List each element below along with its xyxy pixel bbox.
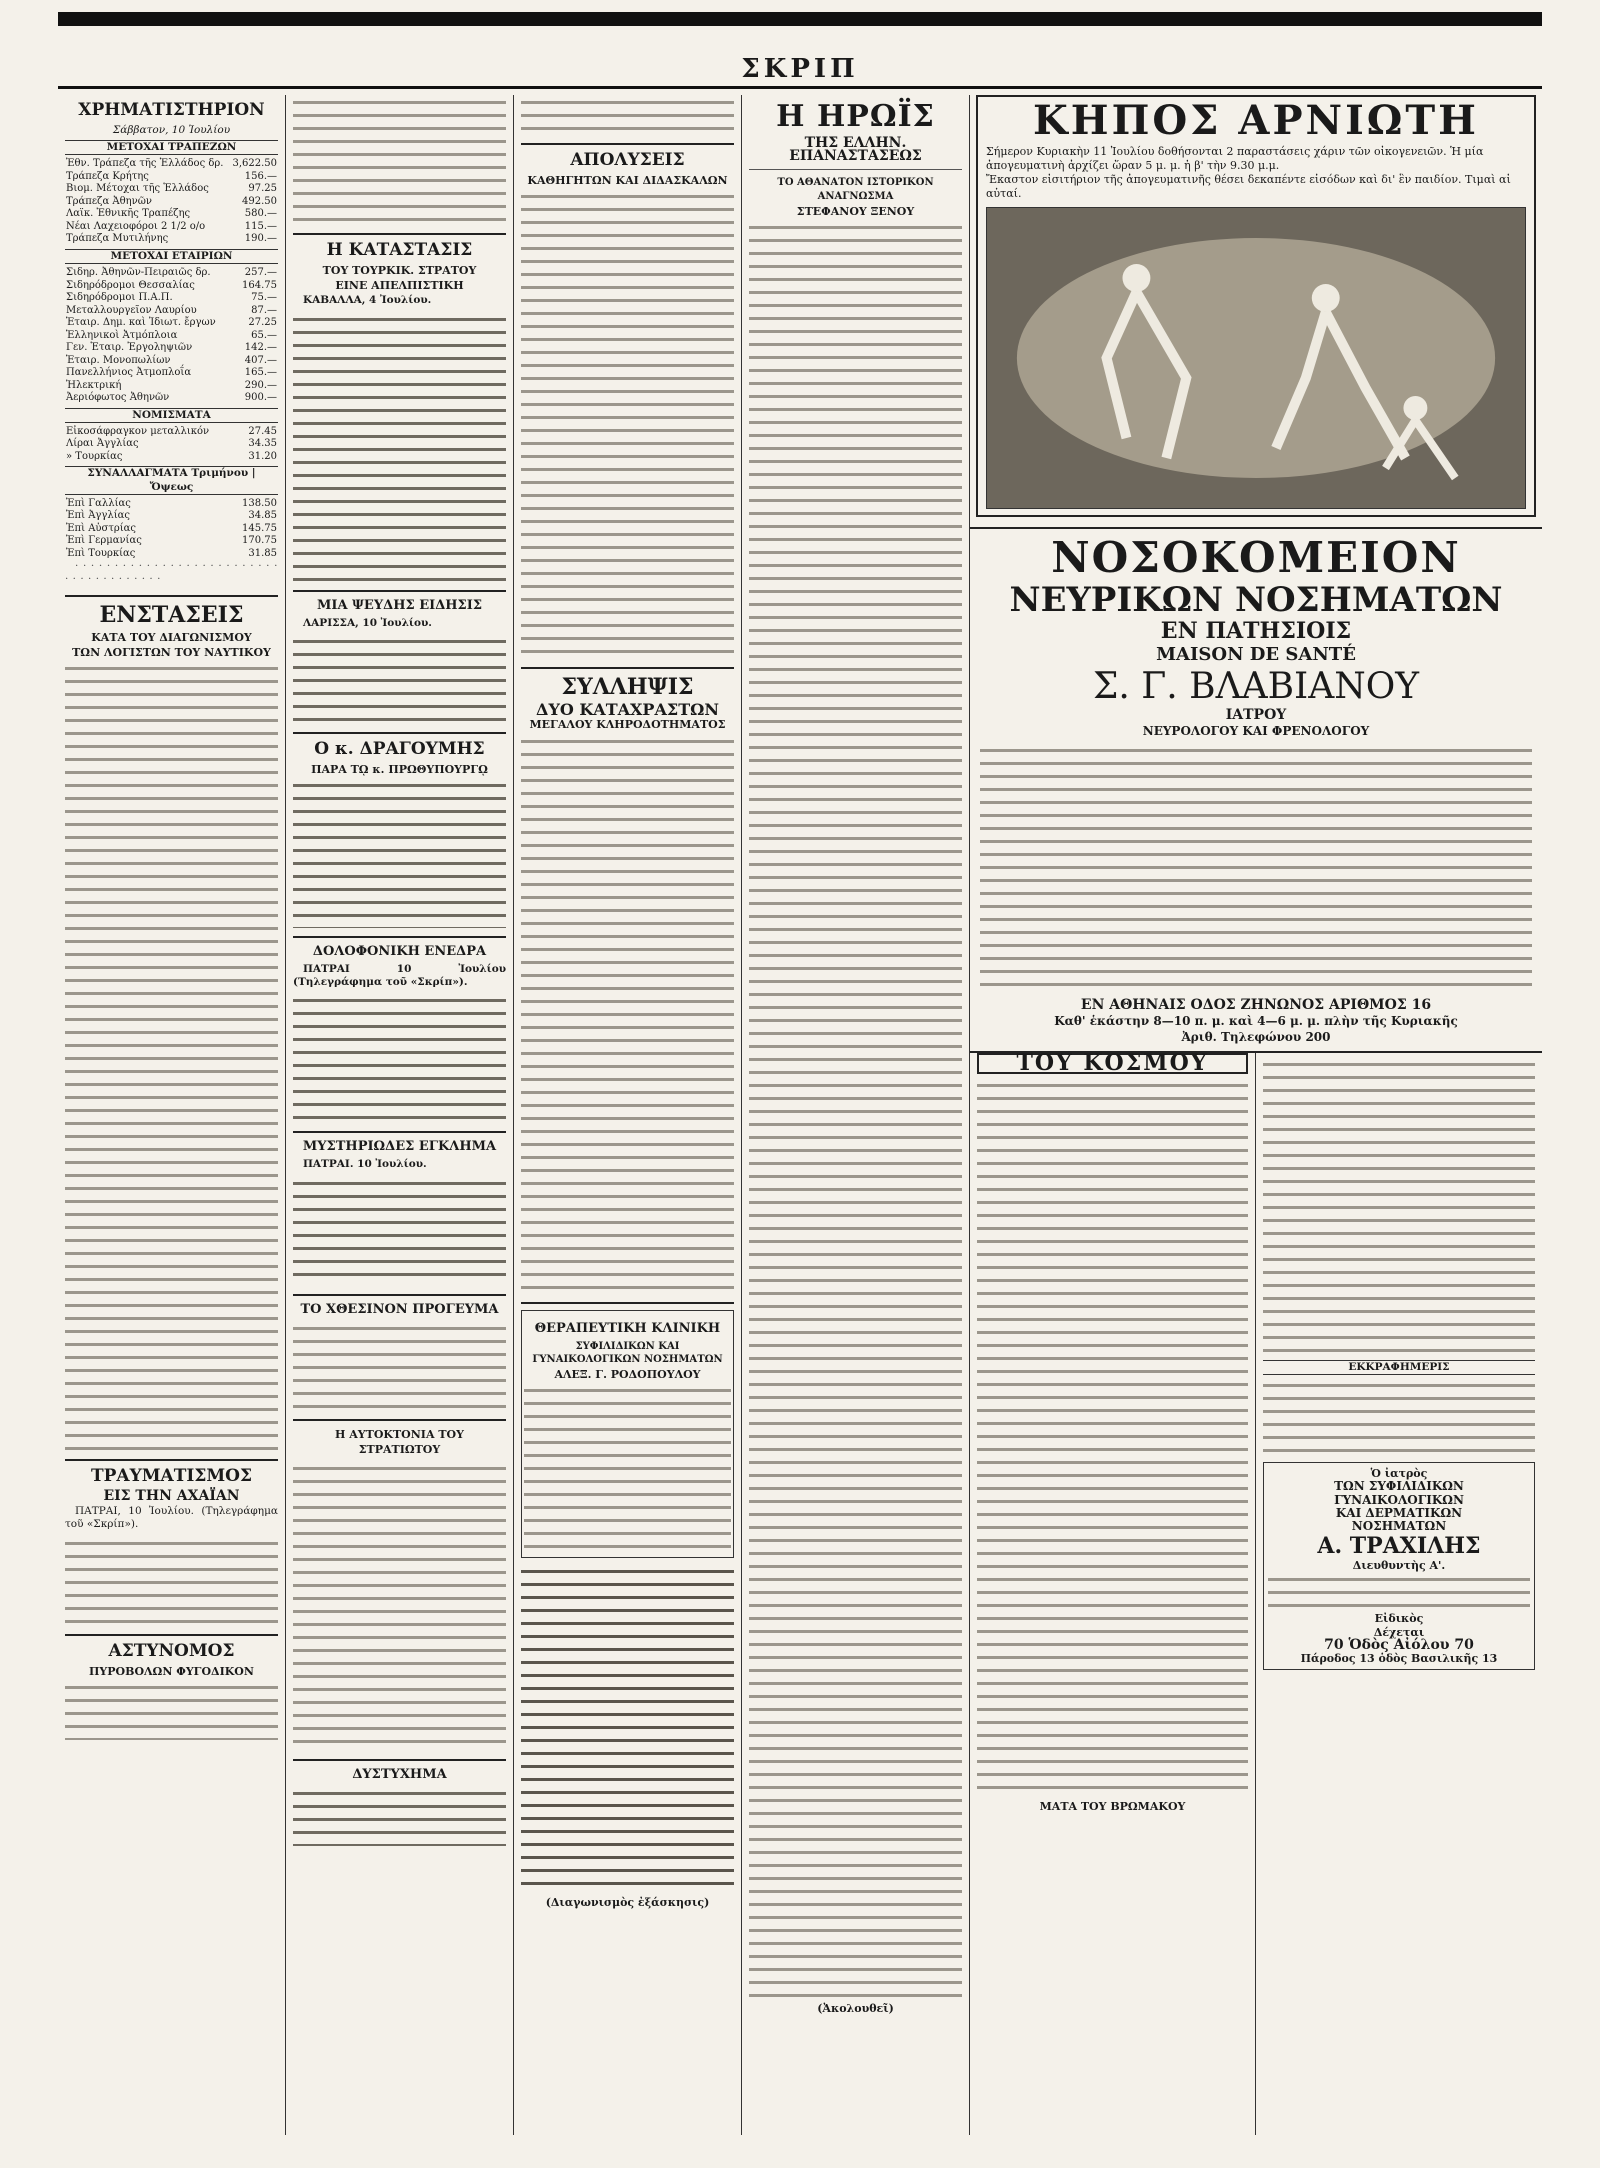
ad-body [524,1383,731,1553]
quote-value: 75.— [251,292,277,304]
quote-row [65,498,278,511]
quote-name: Ἐπὶ Γερμανίας [66,535,142,547]
quote-value: 170.75 [242,535,277,547]
article-body [293,95,506,225]
quote-row [65,535,278,548]
article-body [1263,1378,1535,1458]
fx-head: ΣΥΝΑΛΛΑΓΜΑΤΑ Τριμήνου | Ὄψεως [65,466,278,494]
doc-name: Α. ΤΡΑΧΙΛΗΣ [1317,1533,1481,1560]
quote-value: 145.75 [242,522,277,534]
nosokomeion-ad [970,527,1542,1045]
nos-body [980,743,1532,993]
fx-table [65,498,278,561]
dolofoniki-lead: ΠΑΤΡΑΙ 10 Ἰουλίου (Τηλεγράφημα τοῦ «Σκρίπ»). [293,963,506,989]
top-rule [58,12,1542,26]
banks-table [65,158,278,246]
article-body [293,993,506,1123]
doc-receives: Δέχεται [1373,1625,1425,1639]
nos-title: ΝΟΣΟΚΟΜΕΙΟΝ [1051,533,1461,582]
doc-address-2: Πάροδος 13 ὁδὸς Βασιλικῆς 13 [1300,1652,1498,1666]
quote-value: 900.— [244,392,277,404]
divider [293,1759,506,1761]
stock-exchange-title: ΧΡΗΜΑΤΙΣΤΗΡΙΟΝ [78,100,265,120]
doc-role: Διευθυντὴς Α'. [1352,1559,1446,1573]
quote-value: 138.50 [242,497,277,509]
quote-row [65,355,278,368]
quote-row [65,380,278,393]
quote-value: 27.45 [248,425,277,437]
doc-head-2: ΓΥΝΑΙΚΟΛΟΓΙΚΩΝ [1334,1492,1464,1507]
article-body [293,1321,506,1411]
article-body [521,95,734,135]
psevdis-lead: ΛΑΡΙΣΣΑ, 10 Ἰουλίου. [303,616,432,629]
aytoktonia-headline: Η ΑΥΤΟΚΤΟΝΙΑ ΤΟΥ ΣΤΡΑΤΙΩΤΟΥ [335,1427,464,1456]
doc-pre: Ὁ ἰατρὸς [1370,1467,1428,1481]
quote-row [65,330,278,343]
banks-head: ΜΕΤΟΧΑΙ ΤΡΑΠΕΖΩΝ [65,140,278,155]
katastasis-subhead-2: ΕΙΝΕ ΑΠΕΛΠΙΣΤΙΚΗ [335,279,464,293]
nos-role-2: ΝΕΥΡΟΛΟΓΟΥ ΚΑΙ ΦΡΕΝΟΛΟΓΟΥ [1142,724,1370,738]
mystiriodes-lead: ΠΑΤΡΑΙ. 10 Ἰουλίου. [303,1158,427,1171]
quote-name: Βιομ. Μέτοχαι τῆς Ἑλλάδος [66,183,209,195]
doc-head-3: ΚΑΙ ΔΕΡΜΑΤΙΚΩΝ [1335,1505,1463,1520]
dragoumis-subhead: ΠΑΡΑ Τῼ κ. ΠΡΩΘΥΠΟΥΡΓῼ [311,762,488,776]
right-area [970,95,1542,2135]
quote-value: 34.35 [248,438,277,450]
syllipsis-headline: ΣΥΛΛΗΨΙΣ [561,674,694,701]
xthesinon-headline: ΤΟ ΧΘΕΣΙΝΟΝ ΠΡΟΓΕΥΜΑ [300,1301,499,1317]
kipos-text: Σήμερον Κυριακὴν 11 Ἰουλίου δοθήσονται 2 παραστάσεις χάριν τῶν οἰκογενειῶν. Ἡ μία ἀπογευματινὴ ἀρχίζει ὥραν 5 μ. μ. ἡ β' τὴν 9.30 μ.μ. [986,145,1484,172]
quote-row [65,426,278,439]
ad-body [1268,1572,1530,1612]
doc-spec: Εἰδικὸς [1374,1612,1424,1626]
kipos-title: ΚΗΠΟΣ ΑΡΝΙΩΤΗ [1033,97,1479,144]
article-body [293,634,506,724]
quote-row [65,367,278,380]
tou-kosmou-column [970,1053,1256,2135]
quote-value: 156.— [244,170,277,182]
divider [293,1294,506,1296]
quote-row [65,392,278,405]
kipos-text-2: Ἔκαστον εἰσιτήριον τῆς ἀπογευματινῆς θέσει δεκαπέντε εἰσόδων καὶ δι' ἓν παιδίον. Τιμαὶ αἱ αὐταί. [986,173,1511,200]
article-body [65,1680,278,1740]
quote-name: Ἐθν. Τράπεζα τῆς Ἑλλάδος δρ. [66,158,224,170]
quote-row [65,208,278,221]
article-body [293,1461,506,1751]
divider [521,1302,734,1304]
article-body [65,661,278,1451]
ekkrafi-head: ΕΚΚΡΑΦΗΜΕΡΙΣ [1263,1360,1535,1375]
quote-name: Ἠλεκτρική [66,379,122,391]
trachilis-ad [1263,1462,1535,1670]
coins-table [65,426,278,464]
companies-head: ΜΕΤΟΧΑΙ ΕΤΑΙΡΙΩΝ [65,249,278,264]
quote-row [65,548,278,561]
divider [293,590,506,592]
quote-row [65,158,278,171]
quote-value: 34.85 [248,510,277,522]
divider [521,667,734,669]
masthead-title: ΣΚΡΙΠ [741,54,859,84]
nos-place: ΕΝ ΠΑΤΗΣΙΟΙΣ [1160,618,1352,644]
quote-name: Λαϊκ. Ἐθνικῆς Τραπέζης [66,208,191,220]
quote-name: Ἀεριόφωτος Ἀθηνῶν [66,392,170,404]
article-text: · · · · · · · · · · · · · · · · · · · · · · · · · · · · · · · · · · · · · · · [65,560,278,586]
therapeftiki-headline: ΘΕΡΑΠΕΥΤΙΚΗ ΚΛΙΝΙΚΗ [534,1320,721,1336]
quote-name: » Τουρκίας [66,450,123,462]
quote-row [65,233,278,246]
enstaseis-headline: ΕΝΣΤΑΣΕΙΣ [99,601,244,628]
mystiriodes-headline: ΜΥΣΤΗΡΙΩΔΕΣ ΕΓΚΛΗΜΑ [302,1139,497,1155]
iroϊs-author: ΣΤΕΦΑΝΟΥ ΞΕΝΟΥ [796,204,915,218]
quote-value: 290.— [244,379,277,391]
travma-headline: ΤΡΑΥΜΑΤΙΣΜΟΣ [90,1466,253,1487]
quote-value: 31.20 [248,450,277,462]
divider [65,595,278,597]
quote-value: 492.50 [242,195,277,207]
article-body [749,220,962,2000]
quote-value: 65.— [251,329,277,341]
quote-name: Ἑλληνικοὶ Ἀτμόπλοια [66,329,178,341]
article-body [293,1176,506,1286]
article-body [293,1786,506,1846]
companies-table [65,267,278,405]
quote-row [65,510,278,523]
quote-name: Γεν. Ἑταιρ. Ἐργοληψιῶν [66,342,193,354]
astynomos-subhead: ΠΥΡΟΒΟΛΩΝ ΦΥΓΟΔΙΚΟΝ [89,1664,254,1678]
quote-name: Ἑταιρ. Δημ. καὶ Ἰδιωτ. ἔργων [66,317,216,329]
quote-name: Ἐπὶ Αὐστρίας [66,522,137,534]
masthead [58,34,1542,89]
astynomos-headline: ΑΣΤΥΝΟΜΟΣ [108,1640,235,1661]
katastasis-headline: Η ΚΑΤΑΣΤΑΣΙΣ [326,240,473,260]
quote-row [65,280,278,293]
quote-name: Σιδηρόδρομοι Θεσσαλίας [66,279,195,291]
quote-value: 97.25 [248,183,277,195]
bottom-note: (Ἀκολουθεῖ) [817,2002,894,2016]
quote-name: Πανελλήνιος Ἀτμοπλοΐα [66,367,192,379]
column-1 [58,95,286,2135]
quote-row [65,342,278,355]
quote-value: 580.— [244,208,277,220]
quote-value: 190.— [244,233,277,245]
article-body [1263,1057,1535,1357]
syllipsis-subhead-2: ΜΕΓΑΛΟΥ ΚΛΗΡΟΔΟΤΗΜΑΤΟΣ [529,718,726,732]
psevdis-headline: ΜΙΑ ΨΕΥΔΗΣ ΕΙΔΗΣΙΣ [316,597,483,613]
quote-name: Τράπεζα Κρήτης [66,170,149,182]
quote-name: Ἐπὶ Τουρκίας [66,547,136,559]
doc-address: 70 Ὁδὸς Αἰόλου 70 [1324,1636,1474,1653]
bottom-note: ΜΑΤΑ ΤΟΥ ΒΡΩΜΑΚΟΥ [1039,1800,1186,1814]
article-body [293,312,506,582]
quote-row [65,438,278,451]
apolyseis-subhead: ΚΑΘΗΓΗΤΩΝ ΚΑΙ ΔΙΔΑΣΚΑΛΩΝ [527,174,728,187]
divider [293,936,506,938]
dragoumis-headline: Ο κ. ΔΡΑΓΟΥΜΗΣ [314,738,485,759]
quote-name: Λίραι Ἀγγλίας [66,438,139,450]
nos-address: ΕΝ ΑΘΗΝΑΙΣ ΟΔΟΣ ΖΗΝΩΝΟΣ ΑΡΙΘΜΟΣ 16 [1080,997,1432,1013]
therapeftiki-doctor: ΑΛΕΞ. Γ. ΡΟΔΟΠΟΥΛΟΥ [554,1368,701,1382]
iroϊs-subhead: ΤΗΣ ΕΛΛΗΝ. ΕΠΑΝΑΣΤΑΣΕΩΣ [789,135,922,165]
quote-row [65,221,278,234]
quote-row [65,196,278,209]
article-body [65,1536,278,1626]
divider [293,1131,506,1133]
bottom-note: (Διαγωνισμὸς ἐξάσκησις) [545,1896,710,1910]
therapeftiki-ad [521,1310,734,1559]
apolyseis-headline: ΑΠΟΛΥΣΕΙΣ [570,150,685,170]
iroϊs-headline: Η ΗΡΩΪΣ [776,99,935,134]
nos-maison: MAISON DE SANTÉ [1156,644,1356,665]
quote-row [65,171,278,184]
enstaseis-subhead-2: ΤΩΝ ΛΟΓΙΣΤΩΝ ΤΟΥ ΝΑΥΤΙΚΟΥ [72,645,271,659]
quote-name: Ἑταιρ. Μονοπωλίων [66,354,171,366]
quote-row [65,183,278,196]
divider [521,143,734,145]
quote-name: Σιδηρ. Ἀθηνῶν-Πειραιῶς δρ. [66,267,211,279]
enstaseis-subhead: ΚΑΤΑ ΤΟΥ ΔΙΑΓΩΝΙΣΜΟΥ [91,630,252,644]
quote-name: Ἐπὶ Ἀγγλίας [66,510,130,522]
column-3 [514,95,742,2135]
divider [65,1459,278,1461]
article-body [521,1564,734,1894]
doc-head-1: ΤΩΝ ΣΥΦΙΛΙΔΙΚΩΝ [1334,1479,1464,1494]
nos-hours: Καθ' ἑκάστην 8—10 π. μ. καὶ 4—6 μ. μ. πλὴν τῆς Κυριακῆς [1054,1014,1458,1028]
divider [293,732,506,734]
quote-row [65,292,278,305]
quote-value: 115.— [244,220,277,232]
article-body [977,1078,1248,1798]
columns [58,95,1542,2135]
quote-name: Σιδηρόδρομοι Π.Α.Π. [66,292,173,304]
syllipsis-subhead: ΔΥΟ ΚΑΤΑΧΡΑΣΤΩΝ [536,700,719,720]
quote-name: Μεταλλουργεῖον Λαυρίου [66,304,197,316]
article-body [293,778,506,928]
column-4 [742,95,970,2135]
iroϊs-subhead-2: ΤΟ ΑΘΑΝΑΤΟΝ ΙΣΤΟΡΙΚΟΝ ΑΝΑΓΝΩΣΜΑ [777,177,934,202]
dolofoniki-headline: ΔΟΛΟΦΟΝΙΚΗ ΕΝΕΔΡΑ [312,944,487,960]
travma-subhead: ΕΙΣ ΤΗΝ ΑΧΑΪΑΝ [103,1488,240,1505]
column-2 [286,95,514,2135]
quote-value: 407.— [244,354,277,366]
coins-head: ΝΟΜΙΣΜΑΤΑ [65,408,278,423]
quote-row [65,317,278,330]
dystyxima-headline: ΔΥΣΤΥΧΗΜΑ [352,1766,447,1782]
nos-doctor: Σ. Γ. ΒΛΑΒΙΑΝΟΥ [1092,666,1420,707]
article-body [521,189,734,659]
nos-subtitle: ΝΕΥΡΙΚΩΝ ΝΟΣΗΜΑΤΩΝ [1009,580,1503,620]
katastasis-subhead: ΤΟΥ ΤΟΥΡΚΙΚ. ΣΤΡΑΤΟΥ [322,264,477,277]
katastasis-lead: ΚΑΒΑΛΛΑ, 4 Ἰουλίου. [303,294,432,307]
tou-kosmou-title: ΤΟΥ ΚΟΣΜΟΥ [977,1053,1248,1074]
quote-name: Τράπεζα Ἀθηνῶν [66,195,152,207]
bottom-split [970,1051,1542,2135]
article-body [521,734,734,1294]
quote-name: Εἰκοσάφραγκον μεταλλικόν [66,425,210,437]
right-bottom-column [1256,1053,1542,2135]
divider [749,169,962,170]
quote-row [65,451,278,464]
quote-name: Νέαι Λαχειοφόροι 2 1/2 ο/ο [66,220,206,232]
nos-phone: Ἀριθ. Τηλεφώνου 200 [1181,1030,1331,1044]
quote-row [65,523,278,536]
quote-name: Ἐπὶ Γαλλίας [66,497,131,509]
travma-lead: ΠΑΤΡΑΙ, 10 Ἰουλίου. (Τηλεγράφημα τοῦ «Σκρίπ»). [65,1505,278,1531]
acrobats-illustration [986,207,1526,509]
quote-name: Τράπεζα Μυτιλήνης [66,233,169,245]
quote-value: 27.25 [248,317,277,329]
quote-row [65,305,278,318]
quote-value: 3,622.50 [232,158,277,170]
quote-value: 165.— [244,367,277,379]
doc-head-4: ΝΟΣΗΜΑΤΩΝ [1351,1519,1447,1534]
divider [293,233,506,235]
kipos-arnioti-ad [976,95,1536,517]
quote-value: 31.85 [248,547,277,559]
therapeftiki-subhead: ΣΥΦΙΛΙΔΙΚΩΝ ΚΑΙ ΓΥΝΑΙΚΟΛΟΓΙΚΩΝ ΝΟΣΗΜΑΤΩΝ [532,1340,723,1365]
divider [65,1634,278,1636]
nos-role: ΙΑΤΡΟΥ [1225,707,1287,723]
divider [293,1419,506,1421]
quote-row [65,267,278,280]
quote-value: 164.75 [242,279,277,291]
stock-exchange-date: Σάββατον, 10 Ἰουλίου [112,124,231,136]
quote-value: 142.— [244,342,277,354]
quote-value: 87.— [251,304,277,316]
quote-value: 257.— [244,267,277,279]
